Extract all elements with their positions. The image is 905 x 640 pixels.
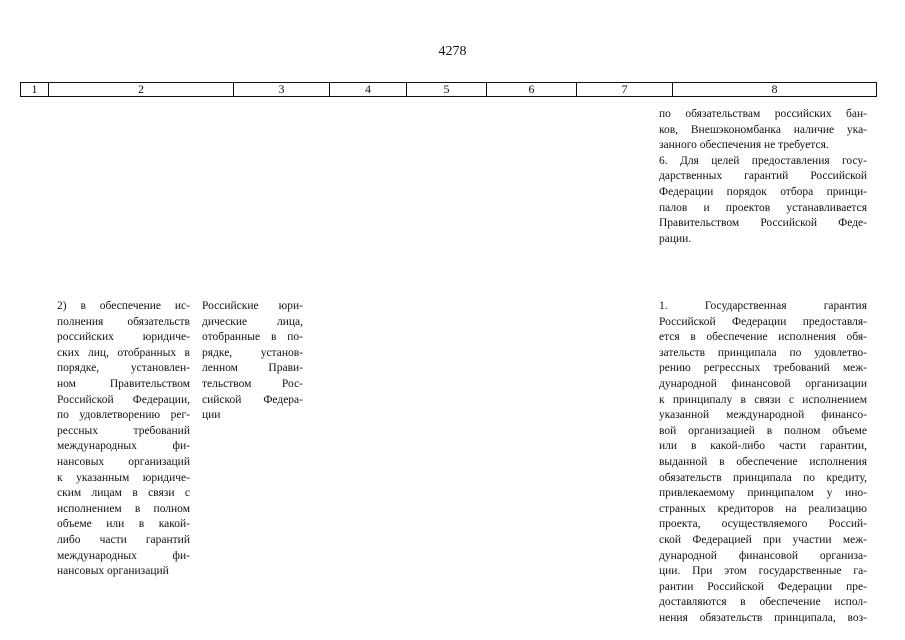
text-line: ется в обеспечение исполнения обя- [659, 331, 867, 344]
text-line: проекта, осуществляемого Россий- [659, 518, 867, 531]
text-line: Российской Федерации предоставля- [659, 315, 867, 328]
col2-text [57, 299, 190, 580]
text-line: ции. При этом государственные га- [659, 565, 867, 578]
header-col-6: 6 [487, 83, 577, 96]
text-line: странных кредиторов на реализацию [659, 502, 867, 515]
text-line: по удовлетворению рег- [57, 409, 190, 422]
text-line: или в какой-либо части гарантии, [659, 440, 867, 453]
text-line: зательств принципала по удовлетво- [659, 346, 867, 359]
text-line: палов и проектов устанавливается [659, 201, 867, 214]
text-line: Правительством Российской Феде- [659, 217, 867, 230]
text-line: ской Федерацией при участии меж- [659, 533, 867, 546]
text-line: рации. [659, 232, 692, 245]
text-line: рессных требований [57, 424, 190, 437]
header-col-7: 7 [577, 83, 673, 96]
header-col-8: 8 [771, 82, 778, 96]
text-line: порядке, установлен- [57, 362, 190, 375]
text-line: к указанным юридиче- [57, 471, 190, 484]
text-line: обязательств принципала по кредиту, [659, 471, 867, 484]
text-line: выданной в обеспечение исполнения [659, 455, 867, 468]
text-line: объеме или в какой- [57, 518, 190, 531]
text-line: рению регрессных требований меж- [659, 362, 867, 375]
text-line: рантии Российской Федерации пре- [659, 580, 867, 593]
text-line: по обязательствам российских бан- [659, 108, 867, 120]
text-line: доставляются в обеспечение испол- [659, 596, 867, 609]
page-number: 4278 [438, 44, 467, 59]
text-line: 6. Для целей предоставления госу- [659, 154, 867, 167]
text-line: занного обеспечения не требуется. [659, 139, 829, 152]
text-line: ленном Прави- [202, 362, 303, 375]
text-line: Федерации порядок отбора принци- [659, 185, 867, 198]
col3-text [202, 299, 303, 424]
table-header-row [20, 82, 877, 97]
text-line: Российской Федерации, [57, 393, 190, 406]
text-line: ции [202, 409, 221, 422]
header-col-1: 1 [21, 83, 49, 96]
header-col-5: 5 [407, 83, 487, 96]
text-line: международных фи- [57, 440, 190, 453]
text-line: сийской Федера- [202, 393, 303, 406]
text-line: международных фи- [57, 549, 190, 562]
text-line: тельством Рос- [202, 377, 303, 390]
text-line: дународной финансовой организации [659, 377, 867, 390]
text-line: ном Правительством [57, 377, 190, 390]
text-line: дарственных гарантий Российской [659, 170, 867, 183]
col8-continuation-text [659, 107, 867, 247]
text-line: указанной международной финансо- [659, 409, 867, 422]
text-line: либо части гарантий [57, 533, 190, 546]
text-line: ских лиц, отобранных в [57, 346, 190, 359]
text-line: отобранные в по- [202, 331, 303, 344]
text-line: нансовых организаций [57, 455, 190, 468]
text-line: привлекаемому принципалом у ино- [659, 487, 867, 500]
text-line: 1. Государственная гарантия [659, 300, 867, 312]
text-line: рядке, установ- [202, 346, 303, 359]
text-line: ским лицам в связи с [57, 487, 190, 500]
text-line: вой организацией в полном объеме [659, 424, 867, 437]
header-col-3: 3 [234, 83, 330, 96]
text-line: исполнением в полном [57, 502, 190, 515]
text-line: нения обязательств принципала, воз- [659, 611, 867, 624]
text-line: нансовых организаций [57, 565, 169, 578]
text-line: к принципалу в связи с исполнением [659, 393, 867, 406]
text-line: ков, Внешэкономбанка наличие ука- [659, 123, 867, 136]
header-col-4: 4 [330, 83, 407, 96]
header-col-2: 2 [49, 83, 234, 96]
text-line: дународной финансовой организа- [659, 549, 867, 562]
text-line: Российские юри- [202, 300, 303, 312]
text-line: 2) в обеспечение ис- [57, 300, 190, 312]
text-line: полнения обязательств [57, 315, 190, 328]
text-line: дические лица, [202, 315, 303, 328]
text-line: российских юридиче- [57, 331, 190, 344]
col8-text [659, 299, 867, 626]
